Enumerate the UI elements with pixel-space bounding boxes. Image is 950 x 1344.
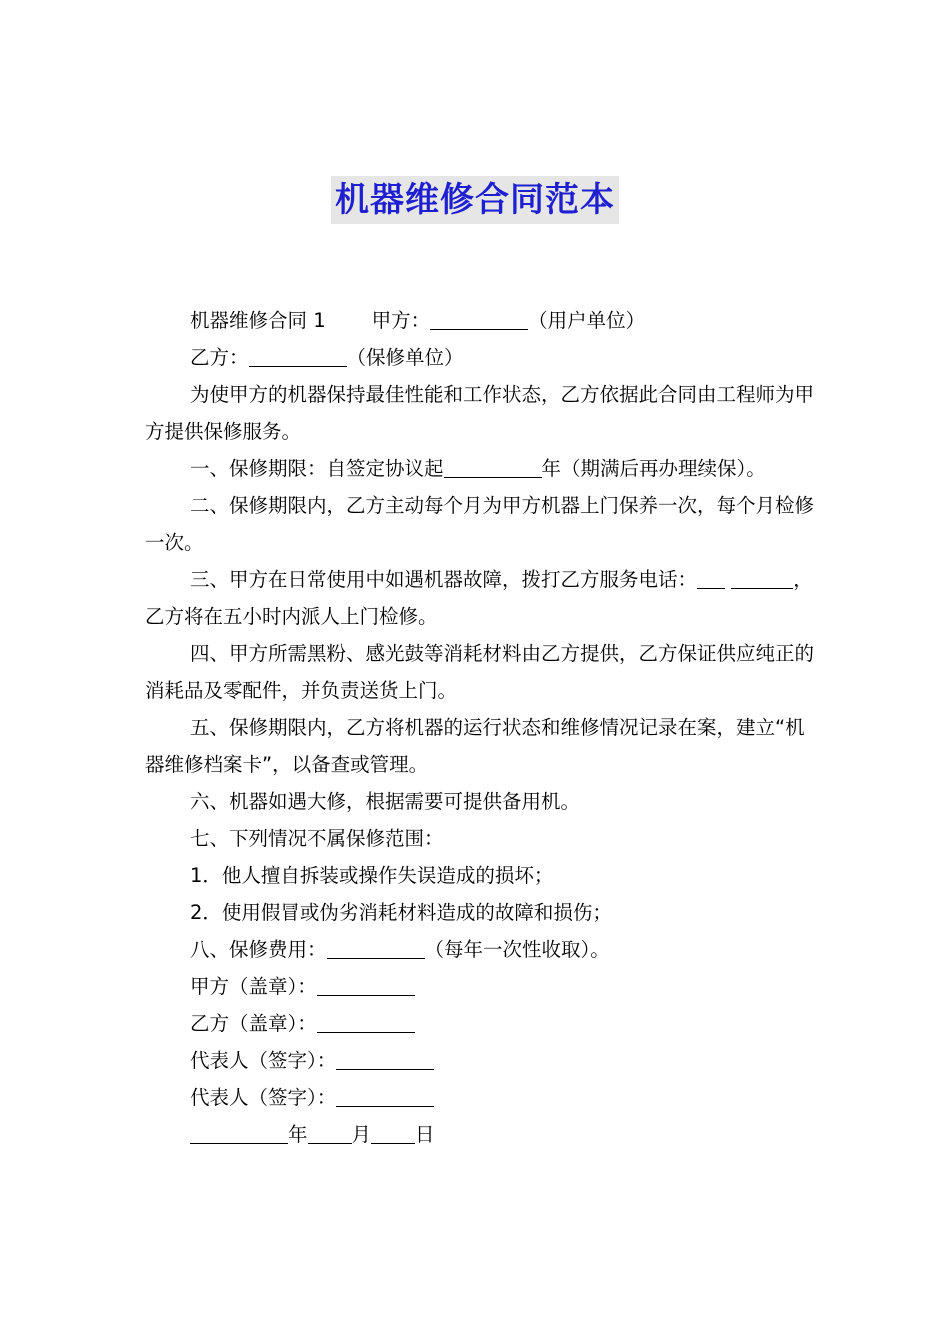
clause-1 <box>145 450 821 487</box>
sign-party-b <box>145 1005 821 1042</box>
term-years-blank <box>444 453 542 478</box>
date-day-label: 日 <box>415 1123 435 1146</box>
clause-3-text-b: ，乙方将在五小时内派人上门检修。 <box>145 568 813 628</box>
sign-party-a-blank <box>317 971 415 996</box>
contract-heading: 机器维修合同 1 <box>190 309 326 332</box>
date-month-blank <box>308 1119 352 1144</box>
clause-7-item-1: 1．他人擅自拆装或操作失误造成的损坏； <box>190 864 554 887</box>
clause-4: 四、甲方所需黑粉、感光鼓等消耗材料由乙方提供，乙方保证供应纯正的消耗品及零配件，并负责送货上门。 <box>145 642 815 702</box>
fee-blank <box>327 934 425 959</box>
clause-3 <box>145 561 821 635</box>
clause-1-text-a: 一、保修期限：自签定协议起 <box>190 457 444 480</box>
clause-7-item-2: 2．使用假冒或伪劣消耗材料造成的故障和损伤； <box>190 901 612 924</box>
clause-6: 六、机器如遇大修，根据需要可提供备用机。 <box>190 790 581 813</box>
rep-b <box>145 1079 821 1116</box>
sign-party-b-blank <box>317 1008 415 1033</box>
sign-party-a-label: 甲方（盖章）： <box>190 975 317 998</box>
clause-8 <box>145 931 821 968</box>
rep-b-blank <box>336 1082 434 1107</box>
date-month-label: 月 <box>351 1123 372 1146</box>
phone-blank-2 <box>731 564 793 589</box>
date-day-blank <box>371 1119 415 1144</box>
rep-b-label: 代表人（签字）： <box>190 1086 337 1109</box>
party-a-blank <box>430 305 528 330</box>
document-title: 机器维修合同范本 <box>331 176 619 224</box>
document-body <box>145 302 821 1153</box>
clause-2: 二、保修期限内，乙方主动每个月为甲方机器上门保养一次，每个月检修一次。 <box>145 494 815 554</box>
clause-1-text-b: 年（期满后再办理续保）。 <box>541 457 766 480</box>
sign-party-b-label: 乙方（盖章）： <box>190 1012 317 1035</box>
party-b-label: 乙方： <box>190 346 249 369</box>
clause-8-text-b: （每年一次性收取）。 <box>424 938 610 961</box>
clause-3-text-a: 三、甲方在日常使用中如遇机器故障，拨打乙方服务电话： <box>190 568 698 591</box>
clause-5: 五、保修期限内，乙方将机器的运行状态和维修情况记录在案，建立“机器维修档案卡”，以备查或管理。 <box>145 716 805 776</box>
date-year-label: 年 <box>288 1123 308 1146</box>
date-line <box>145 1116 821 1153</box>
heading-line <box>145 302 821 339</box>
phone-blank-1 <box>697 564 725 589</box>
rep-a-blank <box>336 1045 434 1070</box>
clause-8-text-a: 八、保修费用： <box>190 938 327 961</box>
clause-7: 七、下列情况不属保修范围： <box>190 827 444 850</box>
party-a-label: 甲方： <box>371 309 431 332</box>
party-b-line <box>145 339 821 376</box>
party-b-blank <box>249 342 347 367</box>
rep-a-label: 代表人（签字）： <box>190 1049 337 1072</box>
intro-paragraph: 为使甲方的机器保持最佳性能和工作状态，乙方依据此合同由工程师为甲方提供保修服务。 <box>145 383 815 443</box>
party-b-unit: （保修单位） <box>346 346 464 369</box>
date-year-blank <box>190 1119 288 1144</box>
sign-party-a <box>145 968 821 1005</box>
party-a-unit: （用户单位） <box>528 309 646 332</box>
document-title-wrap <box>0 176 950 224</box>
rep-a <box>145 1042 821 1079</box>
